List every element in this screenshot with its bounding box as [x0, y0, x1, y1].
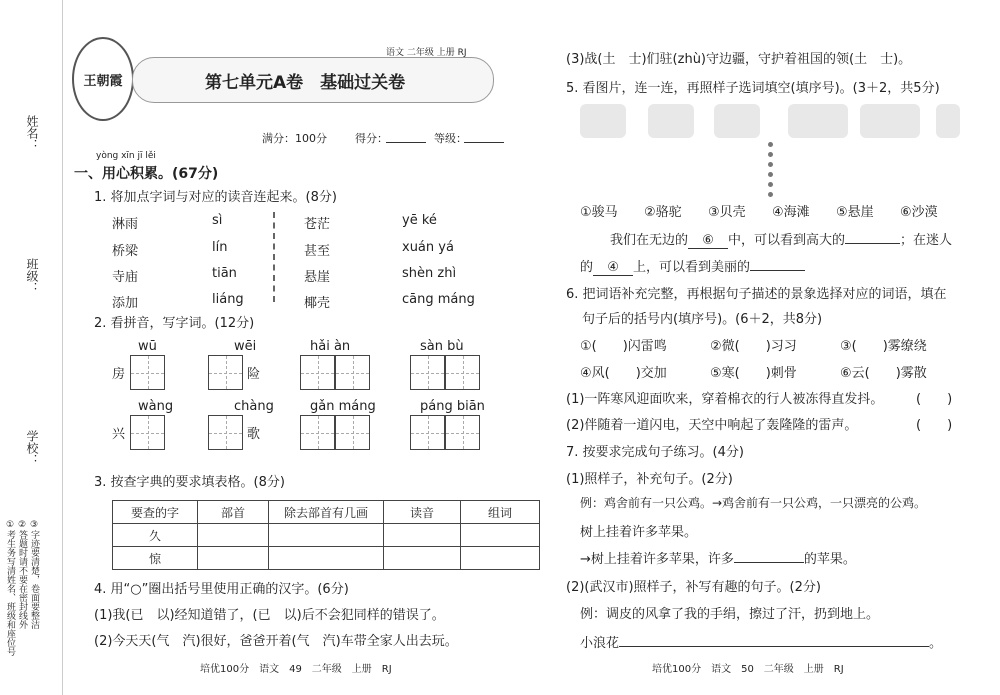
question-7-1: (1)照样子，补充句子。(2分) [566, 472, 733, 487]
answer-blank-2[interactable] [845, 243, 900, 244]
writing-box[interactable] [208, 415, 243, 450]
match-item[interactable]: cāng máng [402, 292, 475, 307]
prefix-char: 兴 [112, 427, 126, 442]
example-2: 例：调皮的风拿了我的手绢，擦过了汗，扔到地上。 [580, 607, 880, 622]
writing-box[interactable] [445, 415, 480, 450]
table-cell[interactable] [269, 524, 384, 547]
question-7-2: (2)(武汉市)照样子，补写有趣的句子。(2分) [566, 580, 821, 595]
answer-blank-6[interactable] [619, 646, 929, 647]
match-item[interactable]: sì [212, 213, 223, 228]
writing-box[interactable] [130, 355, 165, 390]
pinyin-label: sàn bù [420, 339, 464, 354]
connector-dot[interactable] [768, 172, 773, 177]
match-item[interactable]: 淋雨 [112, 217, 139, 232]
publisher-logo: 王朝霞 [72, 37, 134, 121]
table-cell[interactable] [384, 547, 461, 570]
table-header: 部首 [198, 501, 269, 524]
class-label: 班级： [25, 258, 39, 294]
question-2: 2. 看拼音，写字词。(12分) [94, 316, 255, 331]
notice-3: ③字迹要清楚，卷面要整洁 [29, 520, 39, 629]
table-cell-char: 久 [113, 524, 198, 547]
pinyin-label: hǎi àn [310, 339, 351, 354]
camel-picture [648, 104, 694, 138]
question-5-sentence-1 [610, 229, 952, 249]
table-cell[interactable] [198, 547, 269, 570]
table-header: 组词 [461, 501, 540, 524]
writing-box[interactable] [208, 355, 243, 390]
idiom-blank[interactable]: ⑥云( )雾散 [840, 366, 927, 381]
question-5-sentence-2 [580, 256, 805, 276]
writing-box[interactable] [335, 355, 370, 390]
sentence-1-part-d: ；在迷人 [900, 233, 953, 248]
sentence-7-1: 树上挂着许多苹果。 [580, 525, 698, 540]
table-cell[interactable] [461, 524, 540, 547]
sentence-2-part-c: 上，可以看到美丽的 [633, 260, 751, 275]
question-6-1: (1)一阵寒风迎面吹来，穿着棉衣的行人被冻得直发抖。 [566, 392, 884, 407]
question-4-2: (2)今天天(气 汽)很好，爸爸开着(气 汽)车带全家人出去玩。 [94, 634, 458, 649]
question-4-1: (1)我(已 以)经知道错了，(已 以)后不会犯同样的错误了。 [94, 608, 445, 623]
match-item[interactable]: 桥梁 [112, 244, 139, 259]
table-cell[interactable] [461, 547, 540, 570]
writing-box[interactable] [300, 355, 335, 390]
book-meta: 语文 二年级 上册 RJ [386, 48, 467, 58]
suffix-char: 歌 [247, 427, 261, 442]
notice-2: ②答题时请不要在密封线外 [17, 520, 27, 629]
answer-blank-5[interactable] [734, 562, 804, 563]
sentence-7-2 [580, 632, 942, 651]
sentence-1-part-a: 我们在无边的 [610, 233, 689, 248]
beach-picture [860, 104, 920, 138]
writing-box[interactable] [130, 415, 165, 450]
match-item[interactable]: lín [212, 240, 228, 255]
match-item[interactable]: 悬崖 [304, 270, 331, 285]
sentence-7-1b [580, 548, 856, 567]
match-item[interactable]: 苍茫 [304, 217, 331, 232]
school-label: 学校： [25, 430, 39, 466]
table-cell[interactable] [198, 524, 269, 547]
word-option: ①骏马 [580, 205, 618, 220]
match-item[interactable]: 添加 [112, 296, 139, 311]
grade-label: 等级： [434, 132, 467, 145]
pinyin-label: gǎn máng [310, 399, 376, 414]
question-4: 4. 用“○”圈出括号里使用正确的汉字。(6分) [94, 582, 349, 597]
pinyin-label: chàng [234, 399, 274, 414]
dictionary-table [112, 500, 540, 570]
word-option: ③贝壳 [708, 205, 746, 220]
match-item[interactable]: 椰壳 [304, 296, 331, 311]
match-item[interactable]: tiān [212, 266, 237, 281]
idiom-blank[interactable]: ⑤寒( )刺骨 [710, 366, 797, 381]
question-7: 7. 按要求完成句子练习。(4分) [566, 445, 744, 460]
table-header: 要查的字 [113, 501, 198, 524]
table-cell[interactable] [384, 524, 461, 547]
sentence-7-2-end: 。 [929, 636, 943, 651]
answer-blank-4[interactable] [750, 270, 805, 271]
pinyin-label: wēi [234, 339, 257, 354]
name-label: 姓名： [25, 115, 39, 151]
writing-box[interactable] [445, 355, 480, 390]
pinyin-label: páng biān [420, 399, 485, 414]
sentence-1-part-c: 中，可以看到高大的 [728, 233, 846, 248]
table-header: 除去部首有几画 [269, 501, 384, 524]
match-item[interactable]: yē ké [402, 213, 437, 228]
connector-dot[interactable] [768, 162, 773, 167]
connector-dot[interactable] [768, 152, 773, 157]
word-option: ②骆驼 [644, 205, 682, 220]
pinyin-label: wàng [138, 399, 174, 414]
writing-box[interactable] [410, 415, 445, 450]
right-footer: 培优100分 语文 50 二年级 上册 RJ [652, 664, 844, 675]
word-option: ④海滩 [772, 205, 810, 220]
page-title: 第七单元A卷 基础过关卷 [205, 73, 406, 93]
question-6-2: (2)伴随着一道闪电，天空中响起了轰隆隆的雷声。 [566, 418, 858, 433]
answer-paren-1[interactable]: ( ) [916, 392, 953, 407]
idiom-blank[interactable]: ④风( )交加 [580, 366, 667, 381]
horse-picture [714, 104, 760, 138]
sentence-2-part-a: 的 [580, 260, 594, 275]
question-5: 5. 看图片，连一连，再照样子选词填空(填序号)。(3＋2，共5分) [566, 81, 940, 96]
section-1-pinyin: yòng xīn jī lěi [96, 151, 156, 161]
writing-box[interactable] [335, 415, 370, 450]
match-item[interactable]: 甚至 [304, 244, 331, 259]
match-item[interactable]: shèn zhì [402, 266, 457, 281]
connector-dot[interactable] [768, 192, 773, 197]
cliff-picture [788, 104, 848, 138]
suffix-char: 险 [247, 367, 261, 382]
idiom-blank[interactable]: ②微( )习习 [710, 339, 797, 354]
question-4-3: (3)战(土 士)们驻(zhù)守边疆，守护着祖国的领(土 士)。 [566, 52, 912, 67]
question-6: 6. 把词语补充完整，再根据句子描述的景象选择对应的词语，填在 [566, 287, 947, 302]
shell-picture [580, 104, 626, 138]
prefix-char: 房 [112, 367, 126, 382]
question-1: 1. 将加点字词与对应的读音连起来。(8分) [94, 190, 337, 205]
answer-blank-3[interactable]: ④ [593, 260, 633, 276]
answer-paren-2[interactable]: ( ) [916, 418, 953, 433]
word-option: ⑤悬崖 [836, 205, 874, 220]
sentence-7-1b-end: 的苹果。 [803, 552, 856, 567]
pinyin-label: wū [138, 339, 157, 354]
sentence-7-2-text: 小浪花 [580, 636, 620, 651]
desert-picture [936, 104, 960, 138]
section-1-heading: 一、用心积累。(67分) [74, 166, 219, 182]
example-1: 例：鸡舍前有一只公鸡。→鸡舍前有一只公鸡，一只漂亮的公鸡。 [580, 496, 927, 510]
connector-dot[interactable] [768, 142, 773, 147]
table-cell[interactable] [269, 547, 384, 570]
sentence-7-1b-text: →树上挂着许多苹果，许多 [580, 552, 734, 567]
question-3: 3. 按查字典的要求填表格。(8分) [94, 475, 285, 490]
match-item[interactable]: xuán yá [402, 240, 454, 255]
left-footer: 培优100分 语文 49 二年级 上册 RJ [200, 664, 392, 675]
table-cell-char: 惊 [113, 547, 198, 570]
grade-blank[interactable] [464, 142, 504, 143]
table-header: 读音 [384, 501, 461, 524]
full-score: 满分：100分 [262, 132, 327, 145]
idiom-blank[interactable]: ①( )闪雷鸣 [580, 339, 667, 354]
connector-dot[interactable] [768, 182, 773, 187]
score-blank[interactable] [386, 142, 426, 143]
question-6-line-2: 句子后的括号内(填序号)。(6＋2，共8分) [582, 312, 823, 327]
match-item[interactable]: liáng [212, 292, 244, 307]
word-option: ⑥沙漠 [900, 205, 938, 220]
answer-blank-1[interactable]: ⑥ [688, 233, 728, 249]
idiom-blank[interactable]: ③( )雾缭绕 [840, 339, 927, 354]
writing-box[interactable] [300, 415, 335, 450]
match-item[interactable]: 寺庙 [112, 270, 139, 285]
score-label: 得分： [355, 132, 388, 145]
writing-box[interactable] [410, 355, 445, 390]
matching-divider [273, 212, 277, 302]
notice-1: ①考生务写清姓名、班级和座位号 [5, 520, 15, 656]
